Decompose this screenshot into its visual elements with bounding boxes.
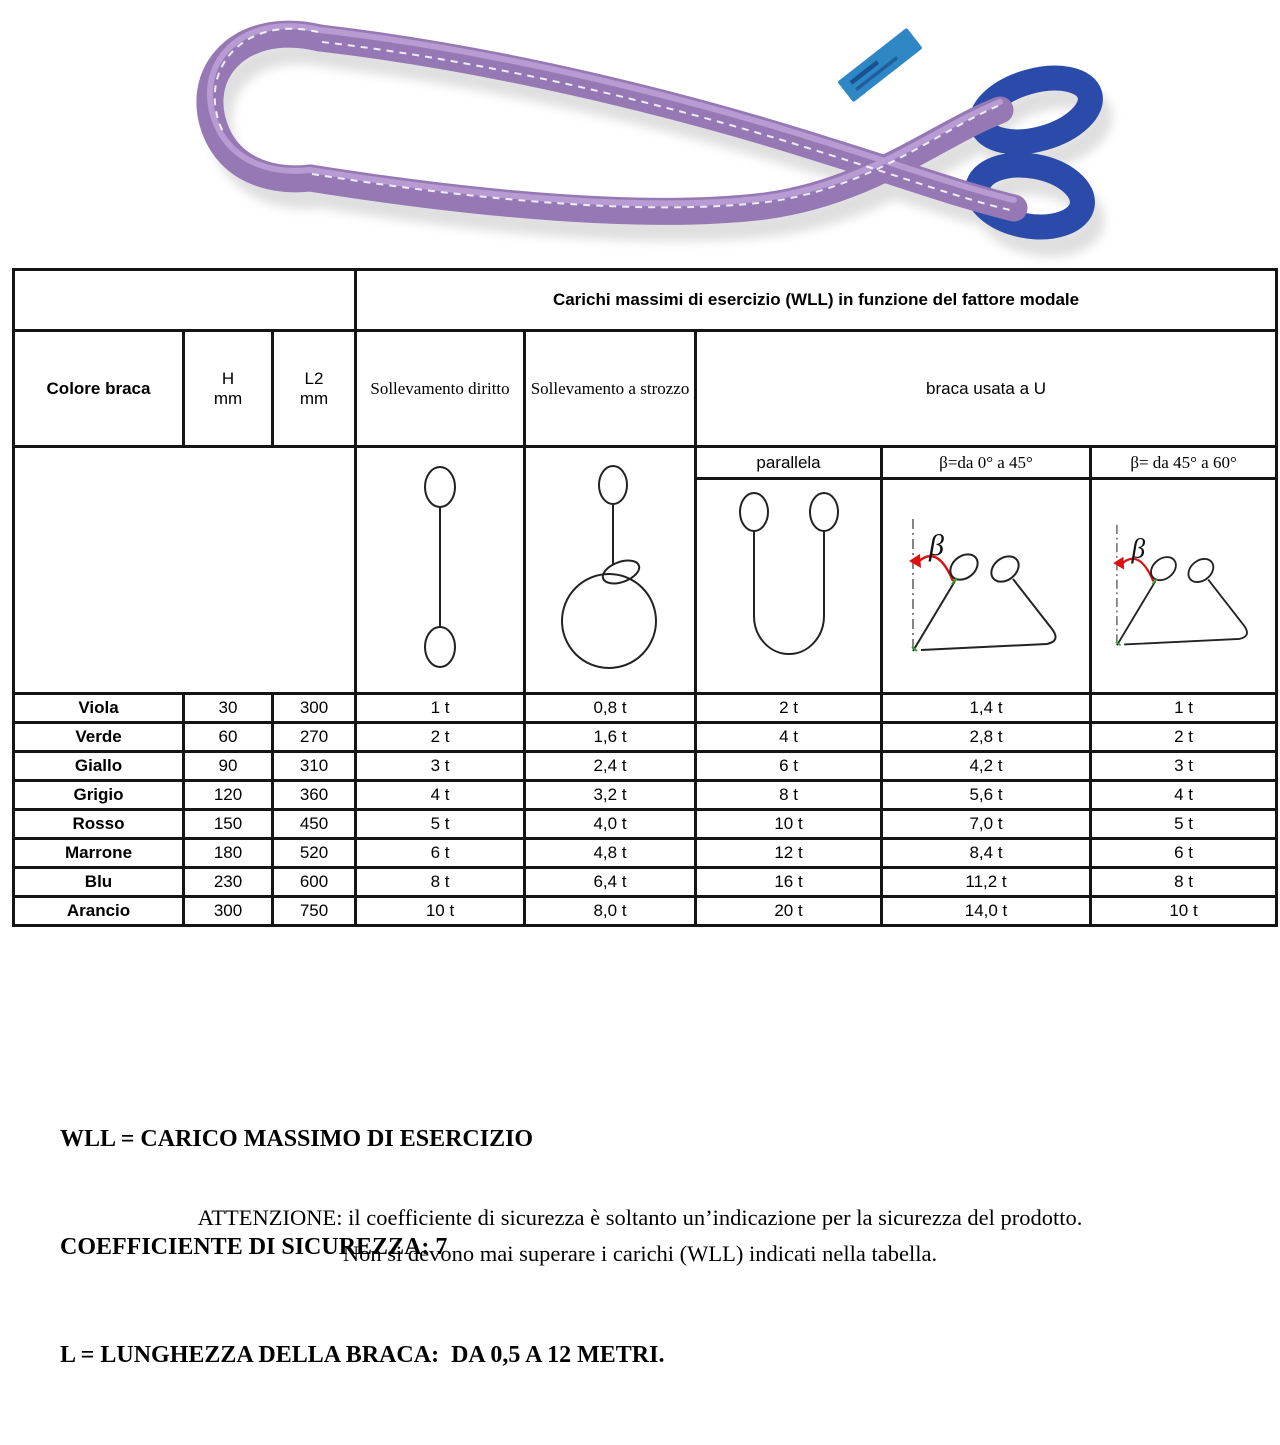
header-colore-braca: Colore braca (14, 331, 184, 447)
row-choke-cell: 6,4 t (525, 868, 696, 897)
row-straight-cell: 2 t (356, 723, 525, 752)
row-parallel-cell: 6 t (696, 752, 882, 781)
table-row (14, 897, 1277, 926)
row-parallel-cell: 20 t (696, 897, 882, 926)
row-straight-cell: 3 t (356, 752, 525, 781)
header-sollevamento-diritto: Sollevamento diritto (356, 331, 525, 447)
row-parallel-cell: 10 t (696, 810, 882, 839)
header-l2 (273, 331, 356, 447)
table-row (14, 868, 1277, 897)
row-choke-cell: 2,4 t (525, 752, 696, 781)
row-beta-45-60-cell: 8 t (1091, 868, 1277, 897)
u-lift-parallel-icon (709, 484, 869, 689)
row-beta-0-45-cell: 11,2 t (882, 868, 1091, 897)
row-h-cell: 60 (184, 723, 273, 752)
warning-line-2: Non si devono mai superare i carichi (WLL) indicati nella tabella. (342, 1241, 938, 1266)
cell-u-parallel-diagram (696, 479, 882, 694)
row-color-cell: Marrone (14, 839, 184, 868)
row-h-cell: 300 (184, 897, 273, 926)
table-row (14, 694, 1277, 723)
sling-label-tag (837, 28, 922, 103)
row-h-cell: 30 (184, 694, 273, 723)
row-color-cell: Verde (14, 723, 184, 752)
row-l2-cell: 270 (273, 723, 356, 752)
row-straight-cell: 4 t (356, 781, 525, 810)
row-choke-cell: 8,0 t (525, 897, 696, 926)
row-beta-45-60-cell: 2 t (1091, 723, 1277, 752)
row-straight-cell: 6 t (356, 839, 525, 868)
note-length: L = LUNGHEZZA DELLA BRACA: DA 0,5 A 12 METRI. (60, 1342, 665, 1368)
header-l2-symbol: L2 (304, 368, 324, 388)
row-color-cell: Grigio (14, 781, 184, 810)
row-parallel-cell: 8 t (696, 781, 882, 810)
row-l2-cell: 750 (273, 897, 356, 926)
table-row (14, 839, 1277, 868)
row-l2-cell: 600 (273, 868, 356, 897)
header-beta-0-45: β=da 0° a 45° (882, 447, 1091, 479)
row-straight-cell: 5 t (356, 810, 525, 839)
row-straight-cell: 1 t (356, 694, 525, 723)
row-l2-cell: 310 (273, 752, 356, 781)
u-lift-beta-45-60-icon (1095, 501, 1273, 671)
table-row (14, 781, 1277, 810)
row-beta-45-60-cell: 10 t (1091, 897, 1277, 926)
row-beta-0-45-cell: 8,4 t (882, 839, 1091, 868)
header-h (184, 331, 273, 447)
row-choke-cell: 3,2 t (525, 781, 696, 810)
header-l2-unit: mm (299, 388, 329, 408)
header-parallela: parallela (696, 447, 882, 479)
row-h-cell: 90 (184, 752, 273, 781)
table-row (14, 752, 1277, 781)
empty-corner-cell (14, 270, 356, 331)
row-color-cell: Rosso (14, 810, 184, 839)
header-beta-45-60: β= da 45° a 60° (1091, 447, 1277, 479)
table-row (14, 723, 1277, 752)
row-beta-45-60-cell: 1 t (1091, 694, 1277, 723)
warning-block (0, 1200, 1280, 1272)
cell-beta-0-45-diagram (882, 479, 1091, 694)
straight-lift-icon (380, 455, 500, 685)
row-beta-0-45-cell: 4,2 t (882, 752, 1091, 781)
header-sollevamento-strozzo: Sollevamento a strozzo (525, 331, 696, 447)
webbing-sling-photo (180, 10, 1140, 250)
row-color-cell: Giallo (14, 752, 184, 781)
row-choke-cell: 4,0 t (525, 810, 696, 839)
row-parallel-cell: 16 t (696, 868, 882, 897)
warning-line-1: ATTENZIONE: il coefficiente di sicurezza è soltanto un’indicazione per la sicurezza del prodotto. (197, 1205, 1083, 1230)
header-braca-usata-a-u: braca usata a U (696, 331, 1277, 447)
row-beta-0-45-cell: 7,0 t (882, 810, 1091, 839)
row-beta-45-60-cell: 3 t (1091, 752, 1277, 781)
row-h-cell: 230 (184, 868, 273, 897)
row-parallel-cell: 2 t (696, 694, 882, 723)
header-h-symbol: H (221, 368, 235, 388)
wll-load-table (12, 268, 1278, 927)
row-l2-cell: 360 (273, 781, 356, 810)
row-beta-0-45-cell: 2,8 t (882, 723, 1091, 752)
cell-beta-45-60-diagram (1091, 479, 1277, 694)
row-straight-cell: 10 t (356, 897, 525, 926)
cell-straight-diagram (356, 447, 525, 694)
row-straight-cell: 8 t (356, 868, 525, 897)
table-title: Carichi massimi di esercizio (WLL) in funzione del fattore modale (356, 270, 1277, 331)
row-choke-cell: 4,8 t (525, 839, 696, 868)
row-h-cell: 150 (184, 810, 273, 839)
table-row (14, 810, 1277, 839)
u-lift-beta-0-45-icon (889, 501, 1084, 671)
row-parallel-cell: 4 t (696, 723, 882, 752)
row-color-cell: Arancio (14, 897, 184, 926)
row-choke-cell: 1,6 t (525, 723, 696, 752)
row-beta-45-60-cell: 4 t (1091, 781, 1277, 810)
row-color-cell: Viola (14, 694, 184, 723)
row-beta-0-45-cell: 1,4 t (882, 694, 1091, 723)
empty-left-cell (14, 447, 356, 694)
row-parallel-cell: 12 t (696, 839, 882, 868)
svg-text:β: β (928, 529, 944, 562)
row-h-cell: 180 (184, 839, 273, 868)
note-coefficient: COEFFICIENTE DI SICUREZZA: 7 (60, 1234, 448, 1260)
cell-choke-diagram (525, 447, 696, 694)
row-beta-45-60-cell: 5 t (1091, 810, 1277, 839)
row-l2-cell: 300 (273, 694, 356, 723)
choke-lift-icon (535, 455, 685, 685)
row-beta-0-45-cell: 5,6 t (882, 781, 1091, 810)
header-h-unit: mm (213, 388, 243, 408)
row-color-cell: Blu (14, 868, 184, 897)
row-choke-cell: 0,8 t (525, 694, 696, 723)
row-l2-cell: 520 (273, 839, 356, 868)
svg-text:β: β (1131, 533, 1145, 564)
row-l2-cell: 450 (273, 810, 356, 839)
row-beta-45-60-cell: 6 t (1091, 839, 1277, 868)
row-beta-0-45-cell: 14,0 t (882, 897, 1091, 926)
row-h-cell: 120 (184, 781, 273, 810)
note-wll: WLL = CARICO MASSIMO DI ESERCIZIO (60, 1126, 534, 1152)
